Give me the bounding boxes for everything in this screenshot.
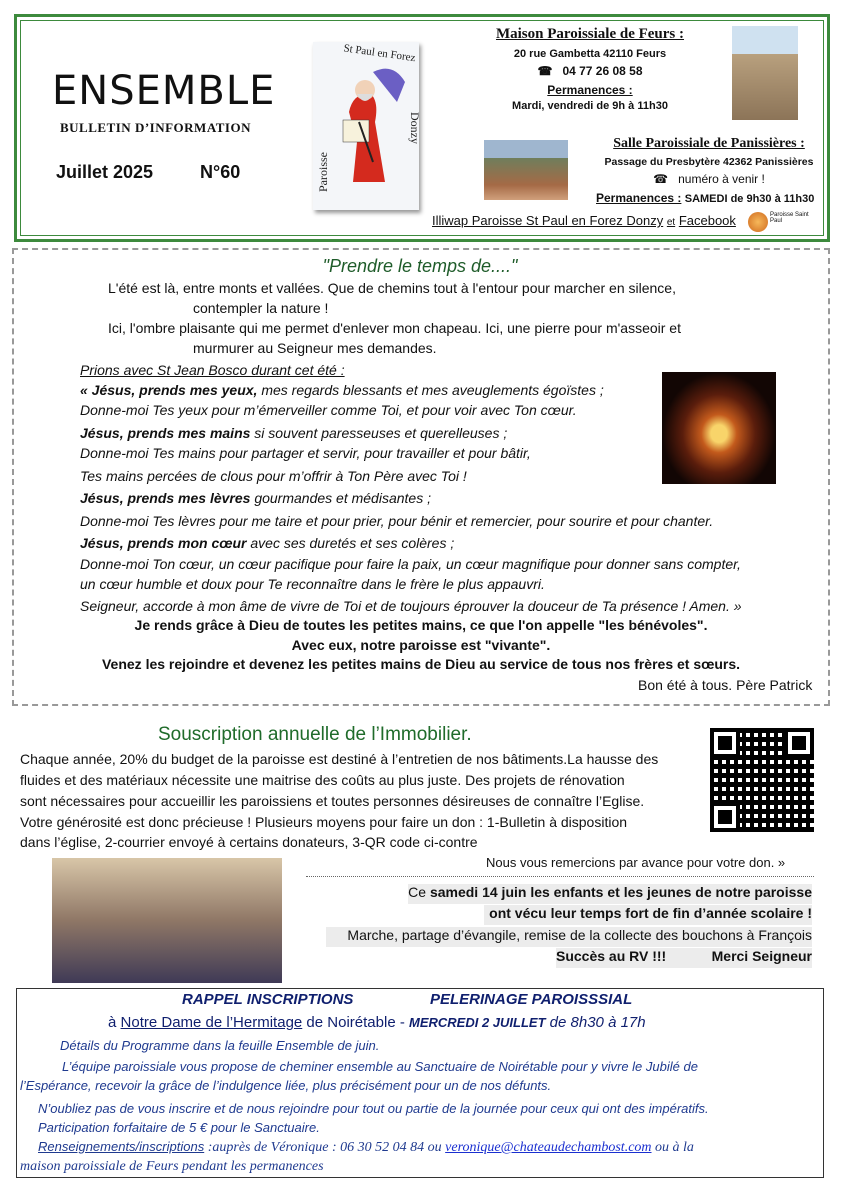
feurs-house-name: Maison Paroissiale de Feurs : [495, 26, 685, 42]
feurs-phone[interactable]: 04 77 26 08 58 [562, 64, 643, 78]
prayer-line: un cœur humble et doux pour Te reconnaître dans le frère le plus appauvri. [80, 576, 545, 592]
links-separator: et [666, 217, 676, 228]
kids-group-photo [52, 858, 282, 983]
donation-qr-code[interactable] [710, 728, 814, 832]
thanks-line: Avec eux, notre paroisse est "vivante". [291, 637, 551, 653]
qr-finder-icon [710, 728, 740, 758]
kids-divider [306, 876, 814, 877]
svg-text:Paroisse: Paroisse [316, 152, 330, 192]
pilgrimage-contact-line2: maison paroissiale de Feurs pendant les permanences [20, 1159, 324, 1174]
prayer-line: Donne-moi Ton cœur, un cœur pacifique pour faire la paix, un cœur magnifique pour donner sans compter, [80, 556, 741, 572]
svg-text:St Paul en Forez: St Paul en Forez [342, 42, 417, 65]
issue-number: N°60 [200, 162, 241, 182]
kids-thanks: Merci Seigneur [711, 948, 812, 964]
kids-line-3: Marche, partage d’évangile, remise de la collecte des bouchons à François [326, 927, 812, 947]
kids-line-1: Ce samedi 14 juin les enfants et les jeunes de notre paroisse [408, 884, 812, 904]
pilgrimage-p2a: L’équipe paroissiale vous propose de cheminer ensemble au Sanctuaire de Noirétable pour y vivre le Jubilé de [62, 1059, 698, 1074]
pilgrimage-p3: N’oubliez pas de vous inscrire et de nous rejoindre pour tout ou partie de la journée pour ceux qui ont des impératifs. [38, 1101, 709, 1116]
social-links [432, 213, 736, 228]
feurs-phone-row [470, 64, 710, 78]
panissieres-hours-label: Permanences : [596, 191, 682, 205]
panissieres-hours-row [596, 191, 826, 205]
facebook-link[interactable]: Facebook [678, 213, 736, 228]
svg-text:Donzy: Donzy [408, 112, 422, 144]
pilgrimage-p4: Participation forfaitaire de 5 € pour le Sanctuaire. [38, 1120, 320, 1135]
panissieres-phone: numéro à venir ! [678, 172, 765, 186]
parish-logo [313, 42, 422, 210]
panissieres-hall-name: Salle Paroissiale de Panissières : [613, 136, 805, 151]
souscription-closing: Nous vous remercions par avance pour votre don. » [486, 855, 786, 870]
kids-success: Succès au RV !!! [556, 948, 667, 964]
prayer-line: « Jésus, prends mes yeux, mes regards blessants et mes aveuglements égoïstes ; [80, 382, 604, 398]
prayer-intro: Prions avec St Jean Bosco durant cet été : [80, 362, 345, 378]
pilgrimage-p2b: l’Espérance, recevoir la grâce de l’indulgence liée, plus précisément pour un de nos défunts. [20, 1078, 552, 1093]
qr-finder-icon [784, 728, 814, 758]
intro-line: murmurer au Seigneur mes demandes. [193, 340, 437, 356]
phone-icon: ☎ [537, 64, 563, 78]
pilgrimage-title-left: RAPPEL INSCRIPTIONS [182, 991, 354, 1008]
parish-small-logo-icon [748, 212, 768, 232]
panissieres-phone-row [596, 172, 822, 186]
editorial-heading: "Prendre le temps de...." [322, 256, 518, 276]
thanks-line: Je rends grâce à Dieu de toutes les petites mains, ce que l'on appelle "les bénévoles". [134, 617, 708, 633]
editorial-signature: Bon été à tous. Père Patrick [638, 677, 813, 693]
illiwap-link[interactable]: Illiwap Paroisse St Paul en Forez Donzy [432, 213, 664, 228]
souscription-line: sont nécessaires pour accueillir les paroissiens et toutes personnes désireuses de connaître l’Eglise. [20, 793, 645, 809]
phone-icon: ☎ [653, 172, 679, 186]
intro-line: Ici, l'ombre plaisante qui me permet d'enlever mon chapeau. Ici, une pierre pour m'asseoir et [108, 320, 681, 336]
pilgrimage-contact: Renseignements/inscriptions :auprès de Véronique : 06 30 52 04 84 ou veronique@chateaudechambost.com ou à la [38, 1139, 694, 1155]
prayer-line: Seigneur, accorde à mon âme de vivre de Toi et de toujours éprouver la douceur de Ta présence ! Amen. » [80, 598, 742, 614]
email-link[interactable]: veronique@chateaudechambost.com [445, 1140, 652, 1155]
kids-line-2: ont vécu leur temps fort de fin d’année scolaire ! [484, 905, 812, 925]
small-logo-label: Paroisse Saint Paul [770, 212, 809, 224]
pilgrimage-p1: Détails du Programme dans la feuille Ensemble de juin. [60, 1038, 380, 1053]
intro-line: L'été est là, entre monts et vallées. Que de chemins tout à l'entour pour marcher en silence, [108, 280, 676, 296]
candle-hands-photo [662, 372, 776, 484]
saint-paul-logo-icon [313, 42, 422, 210]
souscription-line: Chaque année, 20% du budget de la paroisse est destiné à l’entretien de nos bâtiments.La hausse des [20, 751, 659, 767]
souscription-line: fluides et des matériaux nécessite une maitrise des coûts au plus juste. Des projets de rénovation [20, 772, 625, 788]
thanks-line: Venez les rejoindre et devenez les petites mains de Dieu au service de tous nos frères et sœurs. [101, 656, 741, 672]
prayer-line: Tes mains percées de clous pour m’offrir à Ton Père avec Toi ! [80, 468, 467, 484]
qr-finder-icon [710, 802, 740, 832]
feurs-church-photo [732, 26, 798, 120]
bulletin-subtitle: BULLETIN D’INFORMATION [60, 120, 251, 135]
feurs-hours-label: Permanences : [547, 83, 633, 97]
prayer-line: Donne-moi Tes mains pour partager et servir, pour travailler et pour bâtir, [80, 445, 531, 461]
intro-line: contempler la nature ! [193, 300, 329, 316]
prayer-line: Donne-moi Tes yeux pour m’émerveiller comme Toi, et pour voir avec Ton cœur. [80, 402, 577, 418]
pilgrimage-where: à Notre Dame de l’Hermitage de Noirétable - MERCREDI 2 JUILLET de 8h30 à 17h [108, 1014, 646, 1031]
prayer-line: Jésus, prends mes lèvres gourmandes et médisantes ; [80, 490, 431, 506]
panissieres-hours: SAMEDI de 9h30 à 11h30 [684, 193, 815, 205]
pilgrimage-title-right: PELERINAGE PAROISSSIAL [430, 991, 633, 1008]
souscription-heading: Souscription annuelle de l’Immobilier. [158, 724, 472, 745]
kids-line-4 [556, 948, 812, 968]
prayer-line: Jésus, prends mes mains si souvent paresseuses et querelleuses ; [80, 425, 508, 441]
panissieres-town-photo [484, 140, 568, 200]
prayer-line: Jésus, prends mon cœur avec ses duretés et ses colères ; [80, 535, 455, 551]
prayer-line: Donne-moi Tes lèvres pour me taire et pour prier, pour bénir et remercier, pour sourire et pour chanter. [80, 513, 714, 529]
feurs-address: 20 rue Gambetta 42110 Feurs [513, 48, 667, 60]
hermitage-link[interactable]: Notre Dame de l’Hermitage [120, 1014, 303, 1031]
bulletin-title: ENSEMBLE [52, 68, 276, 114]
souscription-line: Votre générosité est donc précieuse ! Plusieurs moyens pour faire un don : 1-Bulletin à disposition [20, 814, 628, 830]
feurs-hours: Mardi, vendredi de 9h à 11h30 [512, 100, 668, 112]
issue-date: Juillet 2025 [56, 162, 154, 182]
souscription-line: dans l’église, 2-courrier envoyé à certains donateurs, 3-QR code ci-contre [20, 834, 478, 850]
panissieres-address: Passage du Presbytère 42362 Panissières [604, 156, 814, 168]
